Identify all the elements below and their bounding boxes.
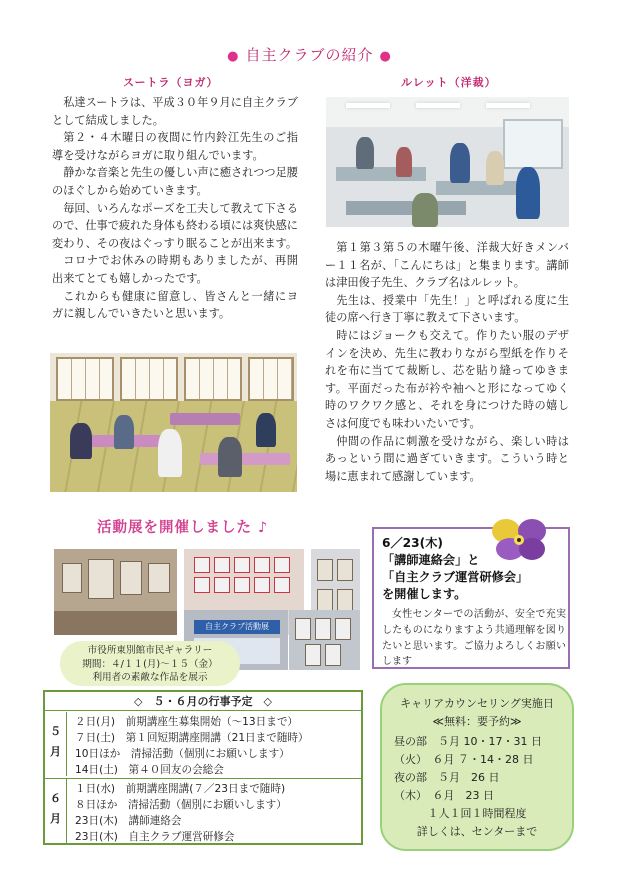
- schedule-row: 10日ほか 清掃活動（個別にお願いします）: [75, 748, 290, 760]
- career-night-may: 夜の部 ５月 26 日: [394, 771, 500, 784]
- notice-line: を開催します。: [382, 587, 467, 601]
- schedule-row: 23日(木) 自主クラブ運営研修会: [75, 831, 235, 843]
- notice-line: 「自主クラブ運営研修会」: [382, 570, 529, 584]
- career-counseling-box: [380, 683, 574, 851]
- roulette-paragraph: 仲間の作品に刺激を受けながら、楽しい時はあっという間に過ぎていきます。こういう時と場に恵まれて感謝しています。: [325, 434, 569, 483]
- yoga-heading: スートラ（ヨガ）: [123, 76, 219, 89]
- career-contact: 詳しくは、センターまで: [416, 825, 538, 838]
- poster-label: 自主クラブ活動展: [194, 620, 280, 634]
- schedule-row: 14日(土) 第４０回友の会総会: [75, 764, 224, 776]
- bullet-icon: ●: [227, 49, 240, 64]
- yoga-paragraph: 毎回、いろんなポーズを工夫して教えて下さるので、仕事で疲れた身体も終わる頃には爽快感に変わり、その夜はぐっすり眠ることが出来ます。: [52, 201, 298, 250]
- schedule-table: [43, 690, 363, 845]
- roulette-article: [325, 239, 569, 485]
- yoga-paragraph: これからも健康に留意し、皆さんと一緒にヨガに親しんでいきたいと思います。: [52, 289, 298, 321]
- career-day-may: 昼の部 ５月 10・17・31 日: [394, 735, 542, 748]
- roulette-heading: ルレット（洋裁）: [401, 76, 497, 89]
- yoga-paragraph: 私達スートラは、平成３０年９月に自主クラブとして結成しました。: [52, 96, 298, 127]
- month-label: ５月: [50, 725, 61, 758]
- exhibition-title: 活動展を開催しました ♪: [97, 520, 269, 536]
- roulette-paragraph: 先生は、授業中「先生！」と呼ばれる度に生徒の席へ行き丁寧に教えて下さいます。: [325, 293, 569, 325]
- section-title-text: 自主クラブの紹介: [245, 46, 374, 64]
- notice-body: [382, 607, 566, 670]
- sewing-photo: [326, 97, 569, 227]
- yoga-paragraph: コロナでお休みの時期もありましたが、再開出来てとても嬉しかったです。: [52, 254, 298, 285]
- career-night-june: （木） ６月 23 日: [394, 789, 494, 802]
- yoga-paragraph: 第２・４木曜日の夜間に竹内鈴江先生のご指導を受けながらヨガに取り組んでいます。: [52, 131, 298, 162]
- schedule-month-june: [45, 779, 67, 845]
- exhibition-caption: [60, 641, 240, 686]
- schedule-row: ２日(月) 前期講座生募集開始（～13日まで）: [75, 716, 299, 728]
- career-title: キャリアカウンセリング実施日: [400, 697, 554, 710]
- schedule-june-rows: [75, 781, 287, 845]
- roulette-paragraph: 第１第３第５の木曜午後、洋裁大好きメンバー１１名が、「こんにちは」と集まります。講師は津田俊子先生、クラブ名はルレット。: [325, 241, 569, 290]
- exhibition-venue: 市役所東別館市民ギャラリー: [87, 645, 213, 656]
- exhibition-description: 利用者の素敵な作品を展示: [92, 672, 208, 683]
- roulette-paragraph: 時にはジョークも交えて。作りたい服のデザインを決め、先生に教わりながら型紙を作りそれを布に当てて裁断し、芯を貼り縫ってゆきます。平面だった布が衿や袖へと形になってゆく時のワクワク感と、それを身につけた時の嬉しさは何度でも味わいたいです。: [325, 328, 569, 430]
- yoga-paragraph: 静かな音楽と先生の優しい声に癒されつつ足腰のほぐしから始めていきます。: [52, 166, 298, 197]
- schedule-row: ８日ほか 清掃活動（個別にお願いします）: [75, 799, 287, 811]
- schedule-row: １日(水) 前期講座開講(７／23日まで随時): [75, 783, 286, 795]
- schedule-month-may: [45, 712, 67, 776]
- gallery-photo: [54, 549, 177, 635]
- career-duration: １人１回１時間程度: [427, 807, 527, 820]
- notice-body-text: 女性センターでの活動が、安全で充実したものになりますよう共通理解を図りたいと思います。ご協力よろしくお願いします: [382, 609, 566, 668]
- schedule-row: ７日(土) 第１回短期講座開講（21日まで随時）: [75, 732, 309, 744]
- yoga-photo: [50, 353, 297, 492]
- exhibition-period: 期間：４/１１(月)～１５（金）: [82, 658, 218, 670]
- schedule-row: 23日(木) 講師連絡会: [75, 815, 182, 827]
- notice-line: 「講師連絡会」と: [382, 553, 480, 567]
- month-label: ６月: [50, 792, 61, 825]
- career-day-june: （火） ６月 ７・14・28 日: [394, 753, 534, 766]
- schedule-may-rows: [75, 714, 309, 778]
- yoga-article: [52, 94, 298, 323]
- section-title: [0, 44, 619, 65]
- bullet-icon: ●: [379, 49, 392, 64]
- pansy-icon: [488, 515, 550, 563]
- schedule-title: ◇ ５・６月の行事予定 ◇: [45, 692, 361, 711]
- gallery-photo: [289, 610, 360, 670]
- career-fee: ≪無料：要予約≫: [432, 715, 522, 728]
- notice-date: 6／23(木): [382, 536, 443, 550]
